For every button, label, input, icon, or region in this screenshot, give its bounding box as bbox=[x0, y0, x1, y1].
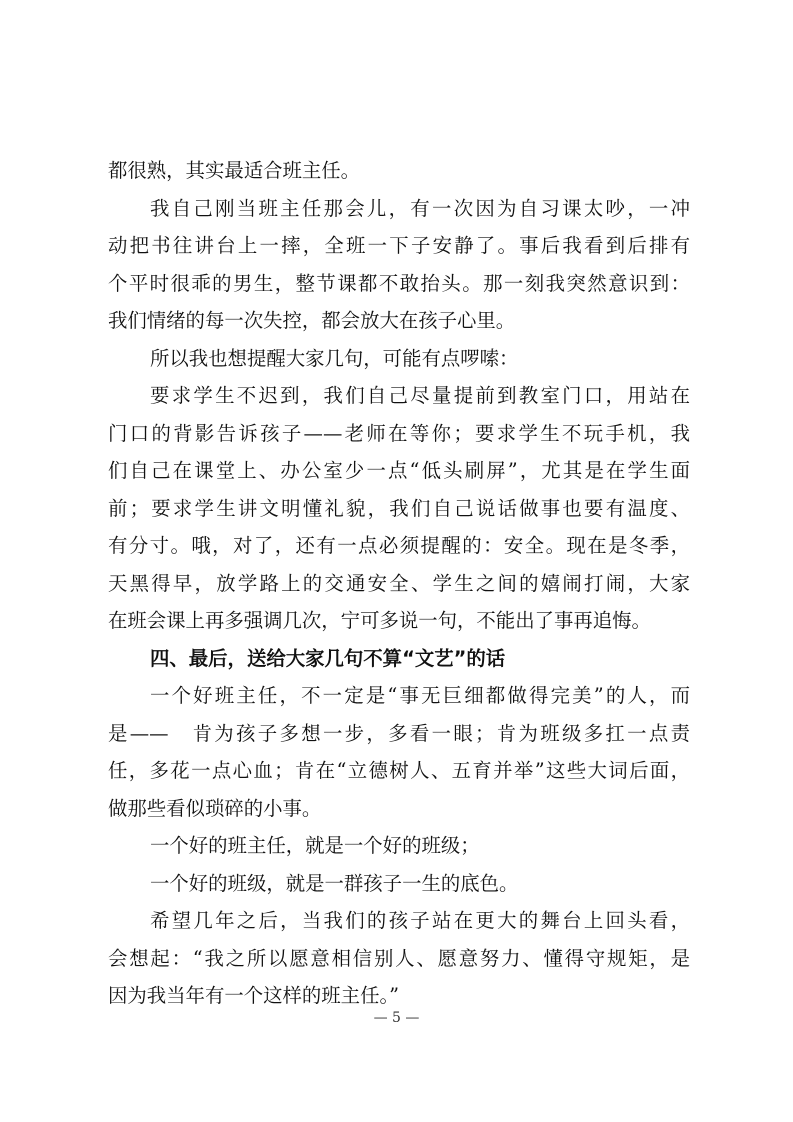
text-line: 我们情绪的每一次失控，都会放大在孩子心里。 bbox=[108, 309, 516, 332]
text-line: 会想起：“我之所以愿意相信别人、愿意努力、懂得守规矩，是 bbox=[108, 946, 690, 970]
text-line: 门口的背影告诉孩子——老师在等你；要求学生不玩手机，我 bbox=[108, 421, 690, 445]
text-line: 都很熟，其实最适合班主任。 bbox=[108, 159, 361, 182]
text-line: 做那些看似琐碎的小事。 bbox=[108, 796, 322, 820]
text-line: 一个好的班主任，就是一个好的班级； bbox=[150, 834, 480, 857]
text-line: 个平时很乖的男生，整节课都不敢抬头。那一刻我突然意识到： bbox=[108, 271, 690, 295]
body-text bbox=[108, 152, 690, 1015]
text-line: 一个好的班级，就是一群孩子一生的底色。 bbox=[150, 871, 519, 895]
page-number: — 5 — bbox=[373, 1010, 420, 1026]
text-line: 是—— 肯为孩子多想一步，多看一眼；肯为班级多扛一点责 bbox=[108, 721, 690, 745]
text-line: 我自己刚当班主任那会儿，有一次因为自习课太吵，一冲 bbox=[150, 196, 690, 220]
text-line: 动把书往讲台上一摔，全班一下子安静了。事后我看到后排有 bbox=[108, 234, 690, 257]
section-heading: 四、最后，送给大家几句不算“文艺”的话 bbox=[150, 646, 506, 670]
text-line: 任，多花一点心血；肯在“立德树人、五育并举”这些大词后面， bbox=[108, 759, 690, 782]
text-line: 要求学生不迟到，我们自己尽量提前到教室门口，用站在 bbox=[150, 384, 690, 407]
text-line: 前；要求学生讲文明懂礼貌，我们自己说话做事也要有温度、 bbox=[108, 496, 690, 520]
text-line: 一个好班主任，不一定是“事无巨细都做得完美”的人，而 bbox=[150, 684, 690, 707]
text-line: 天黑得早，放学路上的交通安全、学生之间的嬉闹打闹，大家 bbox=[108, 571, 690, 595]
text-line: 希望几年之后，当我们的孩子站在更大的舞台上回头看， bbox=[150, 909, 690, 932]
text-line: 在班会课上再多强调几次，宁可多说一句，不能出了事再追悔。 bbox=[108, 609, 651, 632]
text-line: 所以我也想提醒大家几句，可能有点啰嗦： bbox=[150, 346, 519, 370]
text-line: 有分寸。哦，对了，还有一点必须提醒的：安全。现在是冬季， bbox=[108, 534, 690, 557]
text-line: 们自己在课堂上、办公室少一点“低头刷屏”，尤其是在学生面 bbox=[108, 459, 690, 482]
text-line: 因为我当年有一个这样的班主任。” bbox=[108, 984, 400, 1007]
